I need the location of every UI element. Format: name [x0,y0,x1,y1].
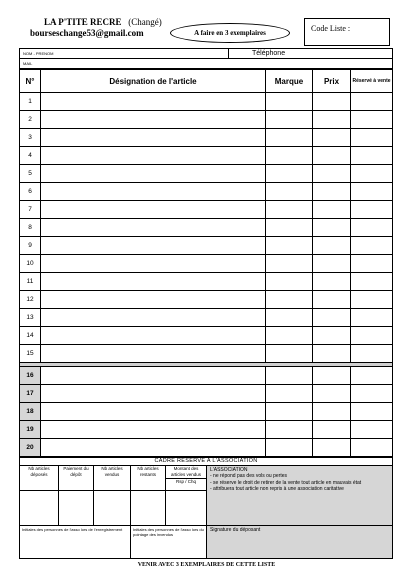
box-amount[interactable] [166,491,207,526]
cell-brand[interactable] [266,93,313,111]
cell-brand[interactable] [266,165,313,183]
nb-deposited: Nb articles déposés [20,466,59,491]
cell-reserved[interactable] [351,421,393,439]
cell-designation[interactable] [41,327,266,345]
table-row [20,129,393,147]
cell-designation[interactable] [41,385,266,403]
cell-reserved[interactable] [351,291,393,309]
col-designation: Désignation de l'article [41,70,266,93]
cell-designation[interactable] [41,345,266,363]
footer-note: VENIR AVEC 3 EXEMPLAIRES DE CETTE LISTE [137,562,276,568]
row-number: 3 [20,129,41,147]
table-row [20,273,393,291]
cell-price[interactable] [313,327,351,345]
row-number: 10 [20,255,41,273]
cell-brand[interactable] [266,367,313,385]
row-number: 1 [20,93,41,111]
cell-price[interactable] [313,219,351,237]
cell-price[interactable] [313,385,351,403]
cell-reserved[interactable] [351,147,393,165]
cell-designation[interactable] [41,439,266,457]
initials-registration: Initiales des personnes de l'asso lors de l'enregistrement [20,526,131,559]
cell-price[interactable] [313,165,351,183]
table-row [20,385,393,403]
row-number: 14 [20,327,41,345]
cell-price[interactable] [313,255,351,273]
row-number: 4 [20,147,41,165]
box-deposited[interactable] [20,491,59,526]
code-list-field[interactable] [304,18,390,46]
table-row [20,403,393,421]
cell-designation[interactable] [41,421,266,439]
table-row [20,93,393,111]
row-number: 16 [20,367,41,385]
table-row [20,255,393,273]
cell-reserved[interactable] [351,385,393,403]
cell-price[interactable] [313,147,351,165]
cell-brand[interactable] [266,309,313,327]
cell-reserved[interactable] [351,273,393,291]
table-row [20,183,393,201]
table-row [20,421,393,439]
row-number: 11 [20,273,41,291]
cell-reserved[interactable] [351,111,393,129]
note-3: - attribuera tout article non repris à une association caritative [210,485,344,492]
table-row [20,147,393,165]
cell-brand[interactable] [266,183,313,201]
cell-price[interactable] [313,111,351,129]
cell-price[interactable] [313,309,351,327]
cell-designation[interactable] [41,367,266,385]
table-row [20,111,393,129]
box-payment[interactable] [59,491,94,526]
cell-brand[interactable] [266,219,313,237]
cell-designation[interactable] [41,403,266,421]
cell-reserved[interactable] [351,345,393,363]
cell-designation[interactable] [41,165,266,183]
articles-table [19,69,393,457]
cell-reserved[interactable] [351,237,393,255]
table-row [20,327,393,345]
rsp-chq: Rsp / Chq [166,478,206,485]
col-reserved: Réservé à vente [351,70,393,93]
cell-brand[interactable] [266,255,313,273]
depositor-info [19,48,393,69]
note-2: - se réserve le droit de retirer de la vente tout article en mauvais état [210,479,362,486]
cell-brand[interactable] [266,147,313,165]
table-row [20,219,393,237]
association-notes [207,466,393,526]
cell-brand[interactable] [266,129,313,147]
cell-designation[interactable] [41,219,266,237]
depositor-signature[interactable]: Signature du déposant [207,526,393,559]
box-remaining[interactable] [131,491,166,526]
row-number: 6 [20,183,41,201]
cell-brand[interactable] [266,237,313,255]
mail-field[interactable] [20,59,393,69]
cell-price[interactable] [313,201,351,219]
cell-reserved[interactable] [351,327,393,345]
cell-reserved[interactable] [351,165,393,183]
nb-remaining: Nb articles restants [131,466,166,491]
nb-sold: Nb articles vendus [94,466,131,491]
code-list-label: Code Liste : [311,24,351,33]
cell-reserved[interactable] [351,183,393,201]
col-num: N° [20,70,41,93]
cell-brand[interactable] [266,327,313,345]
cell-brand[interactable] [266,273,313,291]
cell-reserved[interactable] [351,219,393,237]
cell-designation[interactable] [41,129,266,147]
table-row [20,291,393,309]
cell-price[interactable] [313,93,351,111]
cell-designation[interactable] [41,111,266,129]
changed-note: (Changé) [128,17,162,27]
row-number: 19 [20,421,41,439]
cell-designation[interactable] [41,93,266,111]
cell-designation[interactable] [41,183,266,201]
cell-designation[interactable] [41,255,266,273]
table-header-row [20,70,393,93]
cell-designation[interactable] [41,291,266,309]
box-sold[interactable] [94,491,131,526]
cell-designation[interactable] [41,201,266,219]
cell-reserved[interactable] [351,129,393,147]
row-number: 15 [20,345,41,363]
copies-note: A faire en 3 exemplaires [170,23,290,43]
cell-reserved[interactable] [351,255,393,273]
table-row [20,237,393,255]
row-number: 8 [20,219,41,237]
cell-price[interactable] [313,421,351,439]
cell-price[interactable] [313,345,351,363]
cell-price[interactable] [313,403,351,421]
cell-reserved[interactable] [351,367,393,385]
row-number: 20 [20,439,41,457]
row-number: 5 [20,165,41,183]
table-row [20,201,393,219]
cell-designation[interactable] [41,147,266,165]
cell-reserved[interactable] [351,93,393,111]
table-row [20,439,393,457]
cell-price[interactable] [313,367,351,385]
cell-price[interactable] [313,439,351,457]
table-row [20,367,393,385]
phone-label: Téléphone [252,50,286,57]
cell-price[interactable] [313,183,351,201]
table-row [20,345,393,363]
table-row [20,309,393,327]
name-label: NOM - PRENOM [23,51,54,56]
sold-amount-label: Montant des articles vendus [170,466,201,477]
table-row [20,165,393,183]
cell-reserved[interactable] [351,439,393,457]
row-number: 7 [20,201,41,219]
cell-brand[interactable] [266,385,313,403]
cell-price[interactable] [313,273,351,291]
cell-designation[interactable] [41,309,266,327]
cell-brand[interactable] [266,291,313,309]
cell-designation[interactable] [41,237,266,255]
cell-price[interactable] [313,291,351,309]
cell-price[interactable] [313,237,351,255]
cell-reserved[interactable] [351,309,393,327]
cell-reserved[interactable] [351,201,393,219]
note-1: - ne répond pas des vols ou pertes [210,473,287,480]
phone-field[interactable] [229,49,393,59]
cell-brand[interactable] [266,421,313,439]
cell-brand[interactable] [266,345,313,363]
deposit-payment: Paiement du dépôt [59,466,94,491]
row-number: 17 [20,385,41,403]
name-field[interactable] [20,49,229,59]
header-title [44,17,162,27]
row-number: 13 [20,309,41,327]
cell-brand[interactable] [266,201,313,219]
cell-reserved[interactable] [351,403,393,421]
cell-designation[interactable] [41,273,266,291]
col-price: Prix [313,70,351,93]
brand-name: LA P'TITE RECRE [44,17,122,27]
notes-title: L'ASSOCIATION [210,467,248,473]
mail-label: MAIL [23,61,33,66]
cell-brand[interactable] [266,439,313,457]
initials-unsold: Initiales des personnes de l'asso lors du pointage des invendus [131,526,207,559]
row-number: 18 [20,403,41,421]
cell-price[interactable] [313,129,351,147]
row-number: 12 [20,291,41,309]
cell-brand[interactable] [266,403,313,421]
association-band: CADRE RESERVE A L'ASSOCIATION [20,458,393,466]
sold-amount [166,466,207,491]
col-brand: Marque [266,70,313,93]
association-frame [19,457,393,559]
row-number: 9 [20,237,41,255]
contact-email: bourseschange53@gmail.com [30,28,144,38]
row-number: 2 [20,111,41,129]
cell-brand[interactable] [266,111,313,129]
